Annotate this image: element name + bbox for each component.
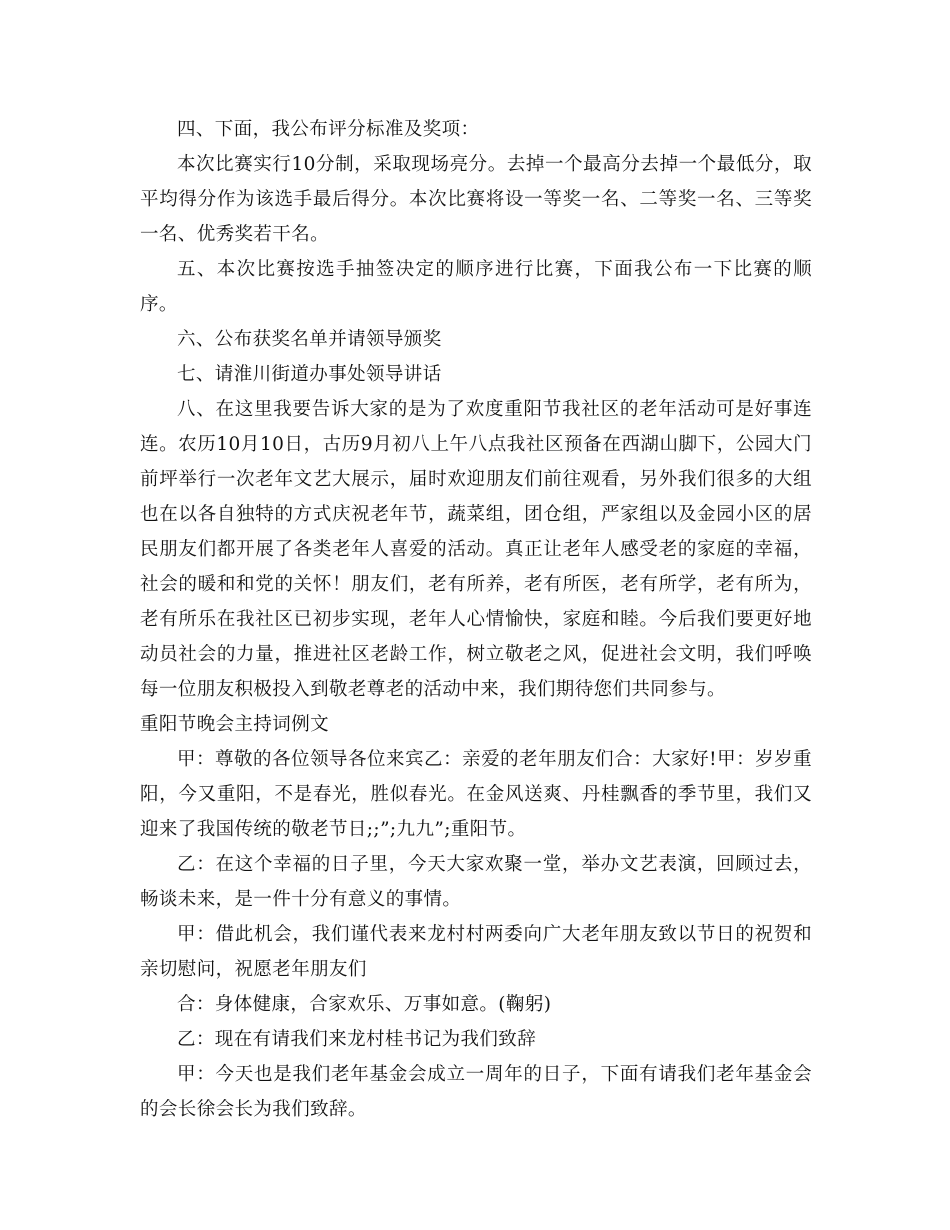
paragraph-script-opening: 甲：尊敬的各位领导各位来宾乙：亲爱的老年朋友们合：大家好!甲：岁岁重阳，今又重阳，不是春光，胜似春光。在金风送爽、丹桂飘香的季节里，我们又迎来了我国传统的敬老节日;;”;九九”;重阳节。 bbox=[140, 749, 812, 840]
paragraph-community-activities: 八、在这里我要告诉大家的是为了欢度重阳节我社区的老年活动可是好事连连。农历10月10日，古历9月初八上午八点我社区预备在西湖山脚下，公园大门前坪举行一次老年文艺大展示，届时欢迎朋友们前往观看，另外我们很多的大组也在以各自独特的方式庆祝老年节，蔬菜组，团仓组，严家组以及金园小区的居民朋友们都开展了各类老年人喜爱的活动。真正让老年人感受老的家庭的幸福，社会的暖和和党的关怀！朋友们，老有所养，老有所医，老有所学，老有所为，老有所乐在我社区已初步实现，老年人心情愉快，家庭和睦。今后我们要更好地动员社会的力量，推进社区老龄工作，树立敬老之风，促进社会文明，我们呼唤每一位朋友积极投入到敬老尊老的活动中来，我们期待您们共同参与。 bbox=[140, 399, 812, 700]
paragraph-script-b-greeting: 乙：在这个幸福的日子里，今天大家欢聚一堂，举办文艺表演，回顾过去，畅谈未来，是一件十分有意义的事情。 bbox=[140, 854, 812, 910]
section-title: 重阳节晚会主持词例文 bbox=[140, 714, 330, 735]
paragraph-script-b-invite: 乙：现在有请我们来龙村桂书记为我们致辞 bbox=[177, 1029, 537, 1050]
paragraph-leader-speech: 七、请淮川街道办事处领导讲话 bbox=[177, 364, 442, 385]
paragraph-competition-order: 五、本次比赛按选手抽签决定的顺序进行比赛，下面我公布一下比赛的顺序。 bbox=[140, 259, 812, 315]
paragraph-script-a-foundation: 甲：今天也是我们老年基金会成立一周年的日子，下面有请我们老年基金会的会长徐会长为我们致辞。 bbox=[140, 1064, 812, 1120]
paragraph-scoring-rules: 本次比赛实行10分制，采取现场亮分。去掉一个最高分去掉一个最低分，取平均得分作为该选手最后得分。本次比赛将设一等奖一名、二等奖一名、三等奖一名、优秀奖若干名。 bbox=[140, 154, 812, 245]
paragraph-award-list: 六、公布获奖名单并请领导颁奖 bbox=[177, 329, 442, 350]
paragraph-scoring-heading: 四、下面，我公布评分标准及奖项： bbox=[177, 119, 480, 140]
paragraph-script-a-wishes: 甲：借此机会，我们谨代表来龙村村两委向广大老年朋友致以节日的祝贺和亲切慰问，祝愿老年朋友们 bbox=[140, 924, 812, 980]
document-body bbox=[140, 112, 812, 1127]
paragraph-script-together: 合：身体健康，合家欢乐、万事如意。(鞠躬) bbox=[177, 994, 552, 1015]
